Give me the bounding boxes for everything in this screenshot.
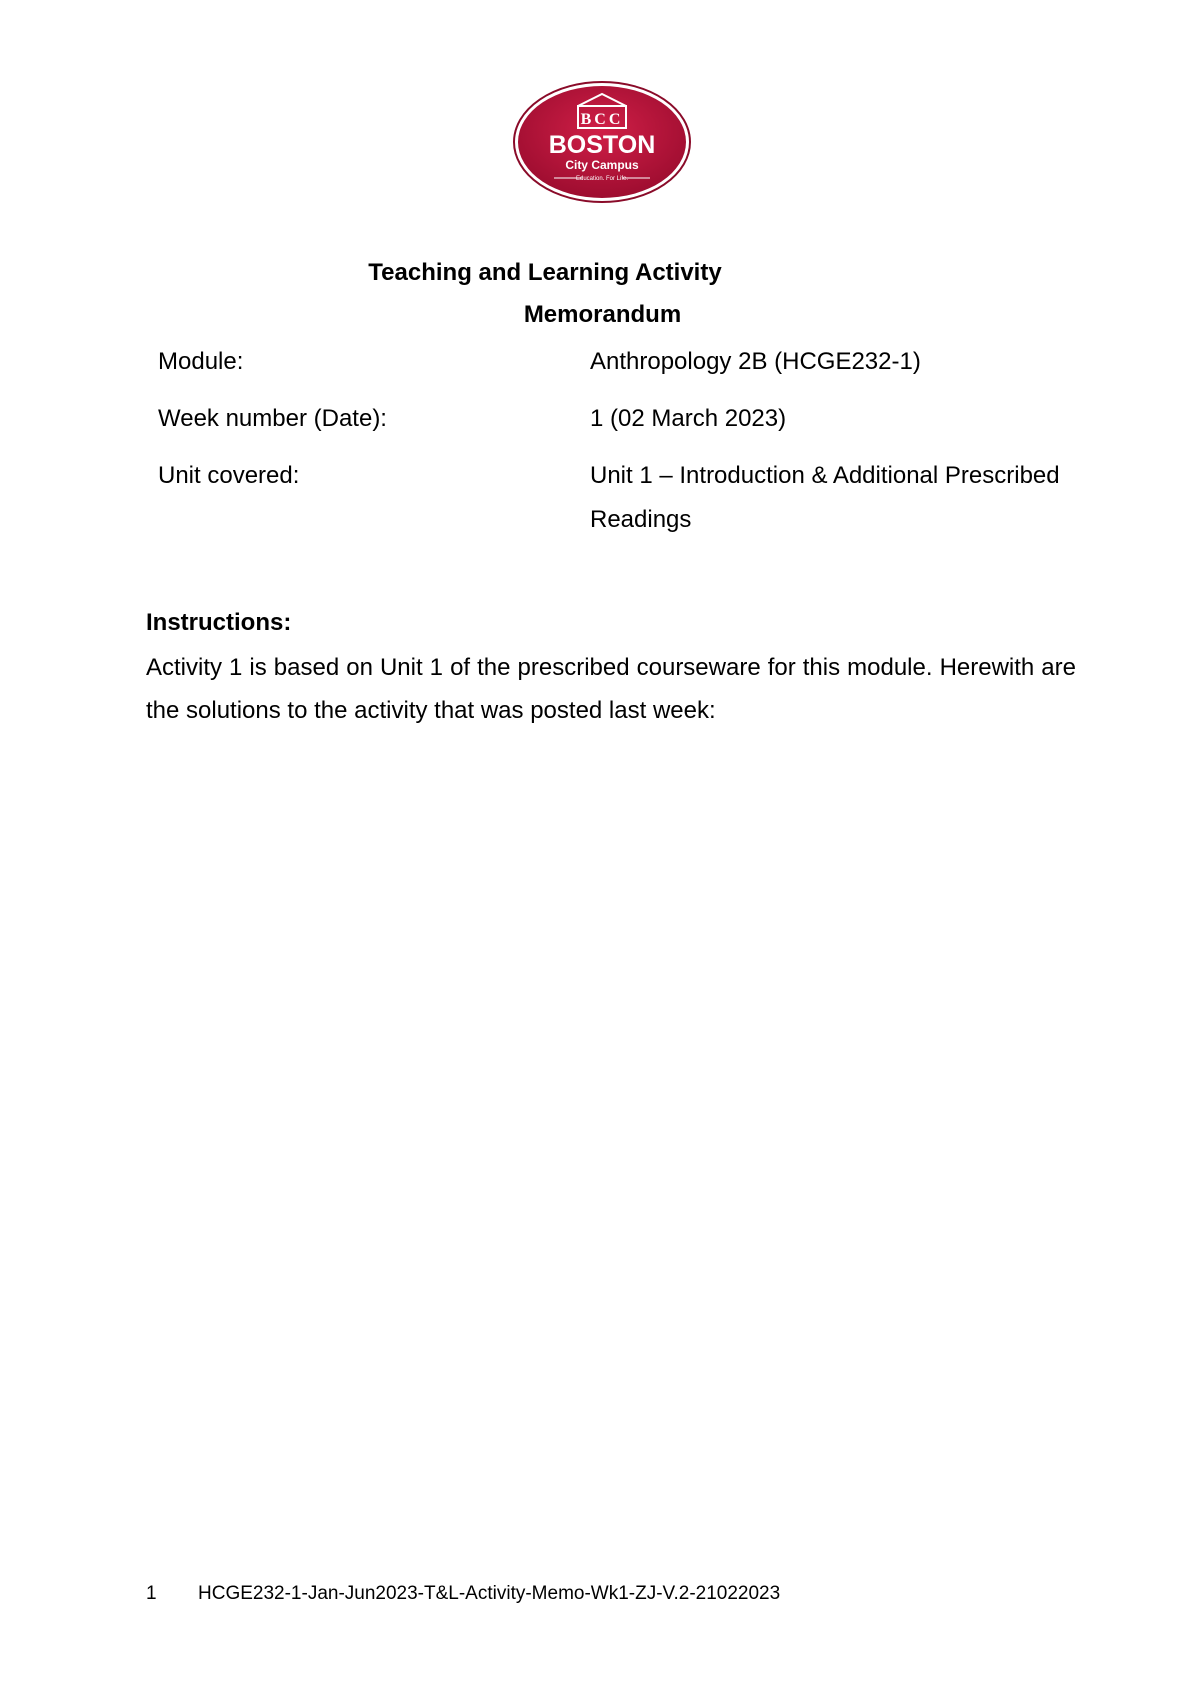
week-label: Week number (Date):: [158, 405, 387, 432]
page-footer: [146, 1582, 780, 1606]
logo-tagline: Education. For Life.: [575, 176, 629, 182]
unit-label: Unit covered:: [158, 462, 300, 489]
instructions-text: Activity 1 is based on Unit 1 of the prescribed courseware for this module. Herewith are the solutions to the activity that was posted last week:: [146, 654, 1076, 724]
document-subtitle: Memorandum: [523, 301, 682, 328]
logo-name: BOSTON: [548, 131, 656, 159]
module-value: Anthropology 2B (HCGE232-1): [590, 348, 921, 375]
document-title: Teaching and Learning Activity: [368, 259, 722, 286]
logo-subtitle: City Campus: [565, 158, 639, 172]
document-code: HCGE232-1-Jan-Jun2023-T&L-Activity-Memo-Wk1-ZJ-V.2-21022023: [198, 1583, 781, 1604]
instructions-heading: Instructions:: [146, 609, 292, 636]
week-value: 1 (02 March 2023): [590, 405, 787, 432]
page-number: 1: [146, 1583, 157, 1604]
module-label: Module:: [158, 348, 244, 375]
boston-city-campus-logo: [512, 80, 692, 204]
logo-initials: BCC: [580, 111, 624, 128]
unit-value: Unit 1 – Introduction & Additional Prescribed Readings: [590, 462, 1060, 533]
